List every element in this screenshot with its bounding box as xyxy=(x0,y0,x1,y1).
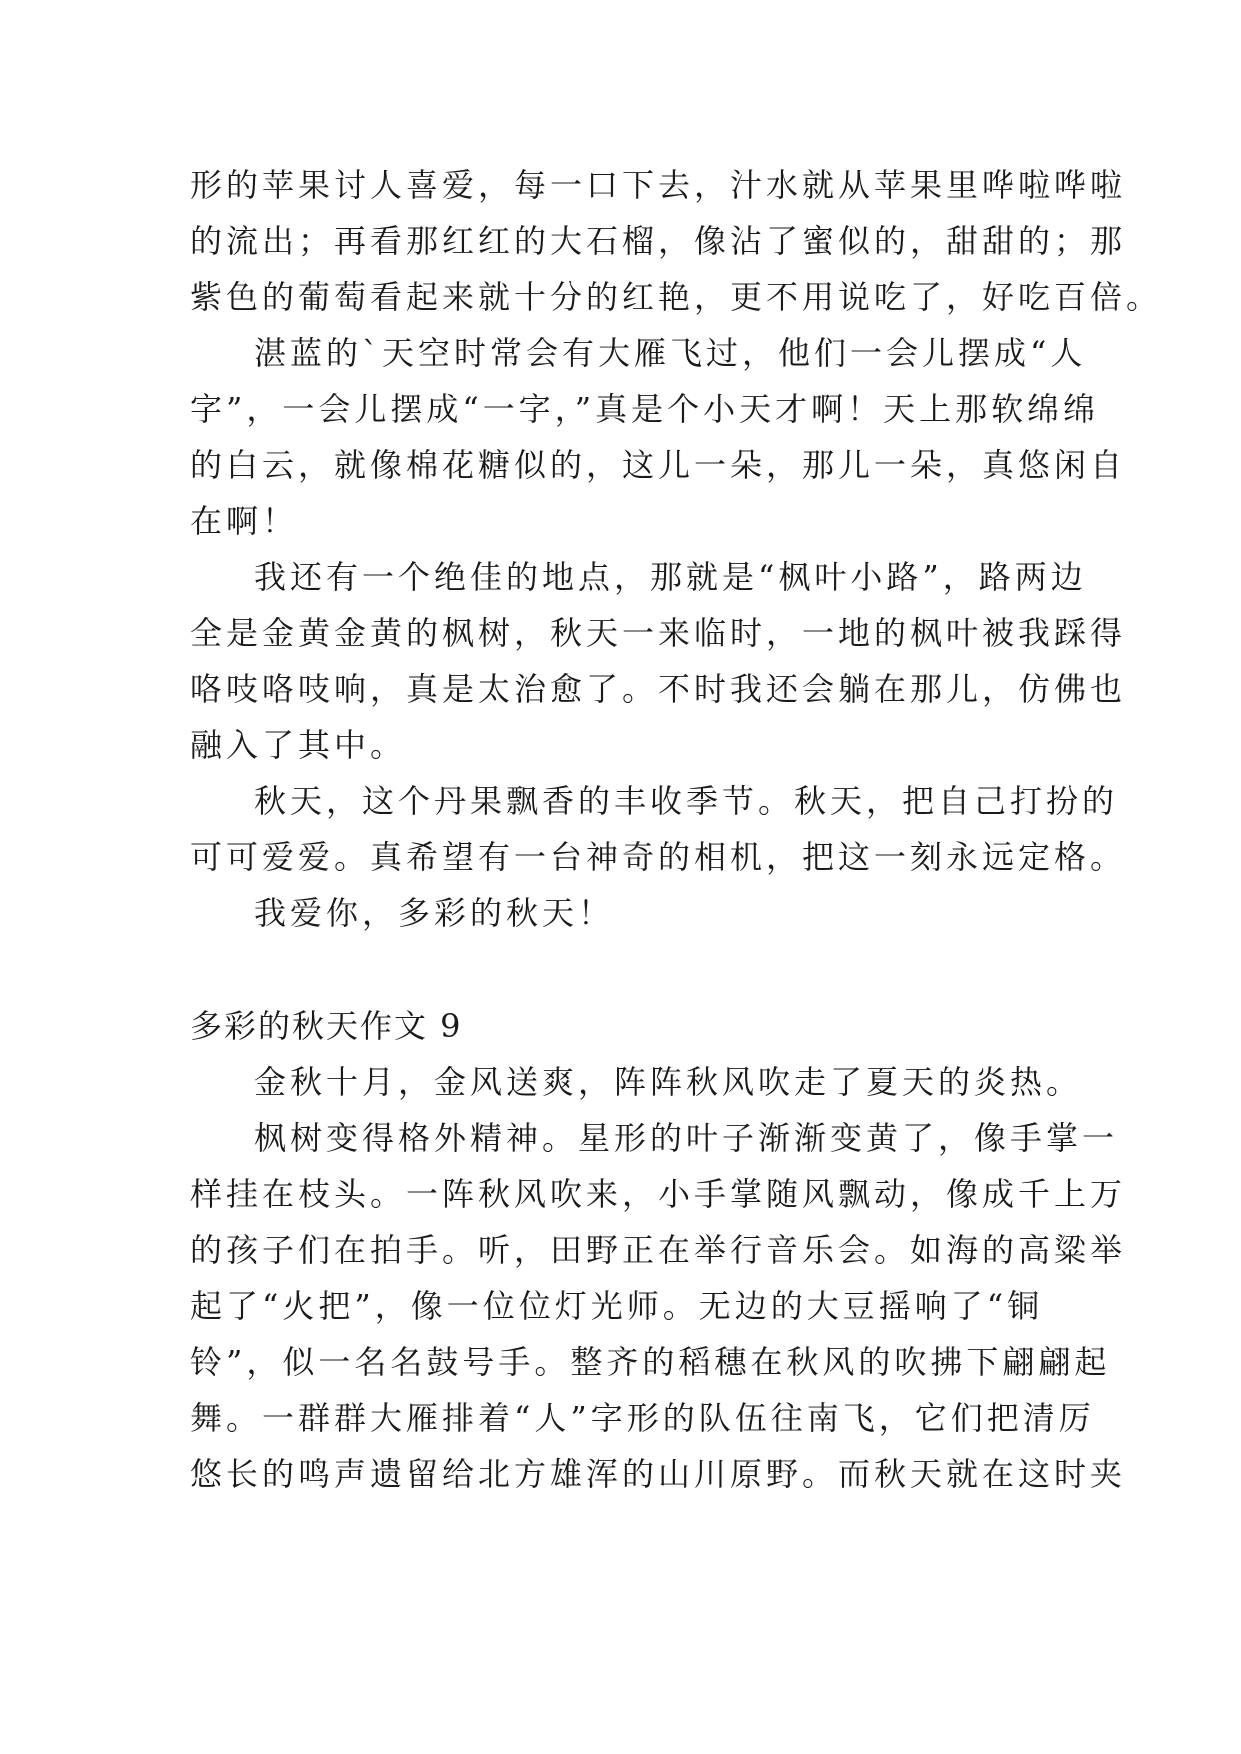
text-line: 我爱你，多彩的秋天！ xyxy=(254,894,615,932)
text-line: 的白云，就像棉花糖似的，这儿一朵，那儿一朵，真悠闲自 xyxy=(190,446,1127,484)
paragraph xyxy=(190,885,1050,941)
text-line: 金秋十月，金风送爽，阵阵秋风吹走了夏天的炎热。 xyxy=(254,1063,1083,1101)
text-line: 我还有一个绝佳的地点，那就是“枫叶小路”，路两边 xyxy=(254,558,1087,596)
document-body xyxy=(190,157,1163,1502)
paragraph xyxy=(190,773,1127,885)
section-spacer xyxy=(190,941,1050,998)
paragraph xyxy=(190,1110,1127,1502)
text-line: 融入了其中。 xyxy=(190,726,407,764)
paragraph xyxy=(190,549,1127,773)
text-line: 湛蓝的`天空时常会有大雁飞过，他们一会儿摆成“人 xyxy=(254,334,1087,372)
text-line: 全是金黄金黄的枫树，秋天一来临时，一地的枫叶被我踩得 xyxy=(190,614,1127,652)
text-line: 咯吱咯吱响，真是太治愈了。不时我还会躺在那儿，仿佛也 xyxy=(190,670,1127,708)
text-line: 的流出；再看那红红的大石榴，像沾了蜜似的，甜甜的；那 xyxy=(190,222,1127,260)
text-line: 可可爱爱。真希望有一台神奇的相机，把这一刻永远定格。 xyxy=(190,838,1127,876)
text-line: 舞。一群群大雁排着“人”字形的队伍往南飞，它们把清厉 xyxy=(190,1399,1095,1437)
text-line: 枫树变得格外精神。星形的叶子渐渐变黄了，像手掌一 xyxy=(254,1119,1119,1157)
text-line: 形的苹果讨人喜爱，每一口下去，汁水就从苹果里哗啦哗啦 xyxy=(190,166,1127,204)
text-line: 样挂在枝头。一阵秋风吹来，小手掌随风飘动，像成千上万 xyxy=(190,1175,1127,1213)
paragraph xyxy=(190,1054,1083,1110)
paragraph xyxy=(190,325,1127,549)
text-line: 铃”，似一名名鼓号手。整齐的稻穗在秋风的吹拂下翩翩起 xyxy=(190,1343,1111,1381)
text-line: 在啊！ xyxy=(190,502,299,540)
section-heading: 多彩的秋天作文 9 xyxy=(190,1007,463,1045)
text-line: 悠长的鸣声遗留给北方雄浑的山川原野。而秋天就在这时夹 xyxy=(190,1455,1127,1493)
text-line: 秋天，这个丹果飘香的丰收季节。秋天，把自己打扮的 xyxy=(254,782,1119,820)
text-line: 起了“火把”，像一位位灯光师。无边的大豆摇响了“铜 xyxy=(190,1287,1044,1325)
text-line: 的孩子们在拍手。听，田野正在举行音乐会。如海的高粱举 xyxy=(190,1231,1127,1269)
text-line: 紫色的葡萄看起来就十分的红艳，更不用说吃了，好吃百倍。 xyxy=(190,278,1163,316)
paragraph-continued xyxy=(190,157,1163,325)
text-line: 字”，一会儿摆成“一字，”真是个小天才啊！天上那软绵绵 xyxy=(190,390,1100,428)
